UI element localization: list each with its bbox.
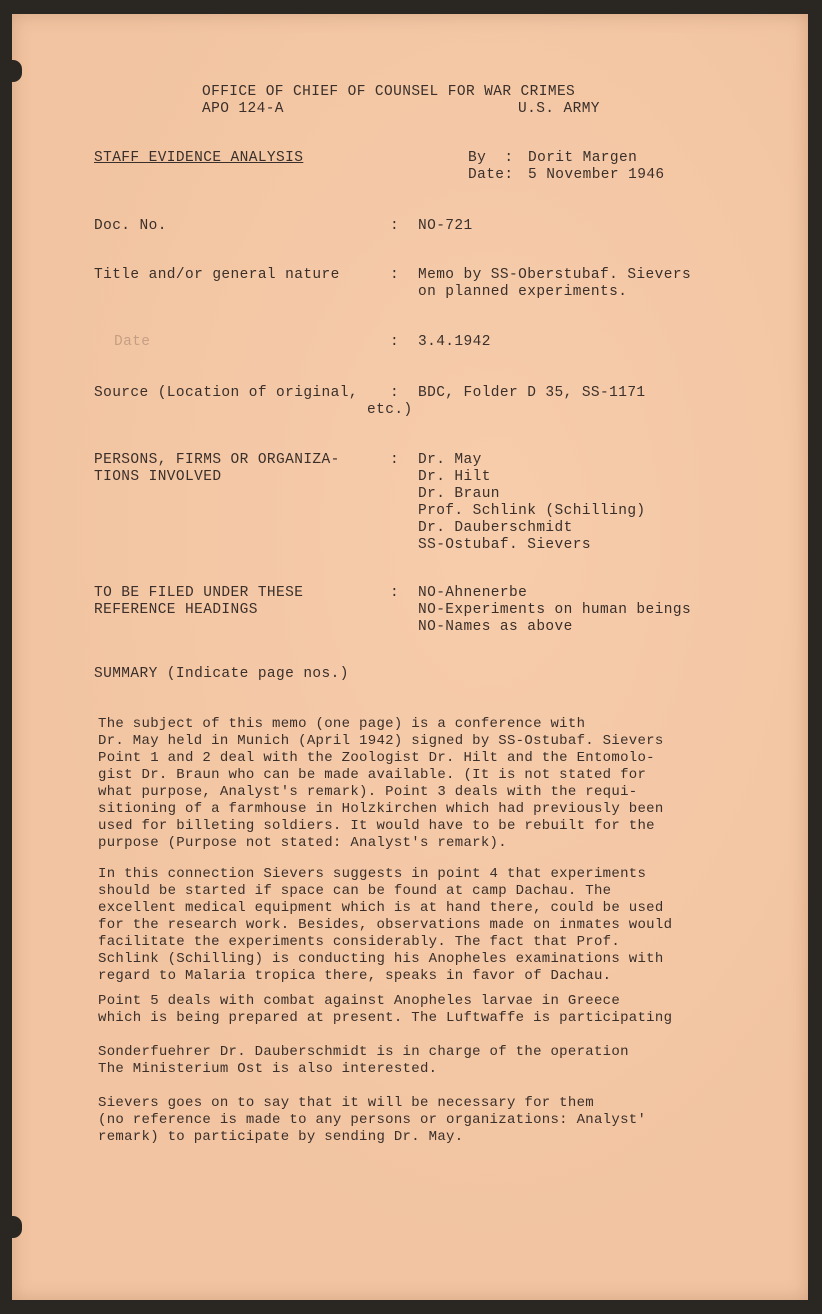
field-colon: : (390, 585, 400, 601)
field-value: Dr. May Dr. Hilt Dr. Braun Prof. Schlink (Schilling) Dr. Dauberschmidt SS-Ostubaf. Sievers (418, 452, 646, 553)
field-colon: : (390, 385, 400, 401)
by-label: By : (468, 150, 514, 166)
field-label: Title and/or general nature (94, 267, 340, 283)
punch-hole (8, 1216, 22, 1238)
field-colon: : (390, 267, 400, 283)
field-value: Memo by SS-Oberstubaf. Sievers on planned experiments. (418, 267, 692, 300)
summary-heading: SUMMARY (Indicate page nos.) (94, 666, 349, 682)
field-label: Source (Location of original, etc.) (94, 385, 413, 418)
field-value: BDC, Folder D 35, SS-1171 (418, 385, 646, 401)
summary-paragraph: Sievers goes on to say that it will be necessary for them (no reference is made to any persons or organizations: Analyst' remark) to participate by sending Dr. May. (98, 1095, 647, 1145)
document-page (12, 14, 808, 1300)
apo-number: APO 124-A (202, 101, 284, 117)
analysis-title: STAFF EVIDENCE ANALYSIS (94, 150, 304, 166)
field-colon: : (390, 334, 400, 350)
army-label: U.S. ARMY (518, 101, 600, 117)
summary-paragraph: The subject of this memo (one page) is a conference with Dr. May held in Munich (April 1942) signed by SS-Ostubaf. Sievers Point 1 and 2 deal with the Zoologist Dr. Hilt and the Entomolo- gist Dr. Braun who can be made available. (It is not stated for what purpose, Analyst's remark). Point 3 deals with the requi- sitioning of a farmhouse in Holzkirchen which had previously been used for billeting soldiers. It would have to be rebuilt for the purpose (Purpose not stated: Analyst's remark). (98, 716, 664, 851)
date-label: Date: (468, 167, 514, 183)
summary-paragraph: In this connection Sievers suggests in point 4 that experiments should be started if space can be found at camp Dachau. The excellent medical equipment which is at hand there, could be used for the research work. Besides, observations made on inmates would facilitate the experiments considerably. The fact that Prof. Schlink (Schilling) is conducting his Anopheles examinations with regard to Malaria tropica there, speaks in favor of Dachau. (98, 866, 673, 984)
office-title: OFFICE OF CHIEF OF COUNSEL FOR WAR CRIMES (202, 84, 576, 100)
field-value: NO-Ahnenerbe NO-Experiments on human beings NO-Names as above (418, 585, 692, 635)
field-label: Doc. No. (94, 218, 167, 234)
field-label: TO BE FILED UNDER THESE REFERENCE HEADINGS (94, 585, 304, 618)
field-colon: : (390, 452, 400, 468)
analyst-name: Dorit Margen (528, 150, 638, 166)
summary-paragraph: Point 5 deals with combat against Anopheles larvae in Greece which is being prepared at present. The Luftwaffe is participating (98, 993, 673, 1026)
field-value: 3.4.1942 (418, 334, 491, 350)
analysis-date: 5 November 1946 (528, 167, 665, 183)
field-value: NO-721 (418, 218, 473, 234)
summary-paragraph: Sonderfuehrer Dr. Dauberschmidt is in charge of the operation The Ministerium Ost is also interested. (98, 1044, 629, 1077)
punch-hole (8, 60, 22, 82)
field-colon: : (390, 218, 400, 234)
field-label: Date (114, 334, 151, 350)
field-label: PERSONS, FIRMS OR ORGANIZA- TIONS INVOLVED (94, 452, 340, 485)
